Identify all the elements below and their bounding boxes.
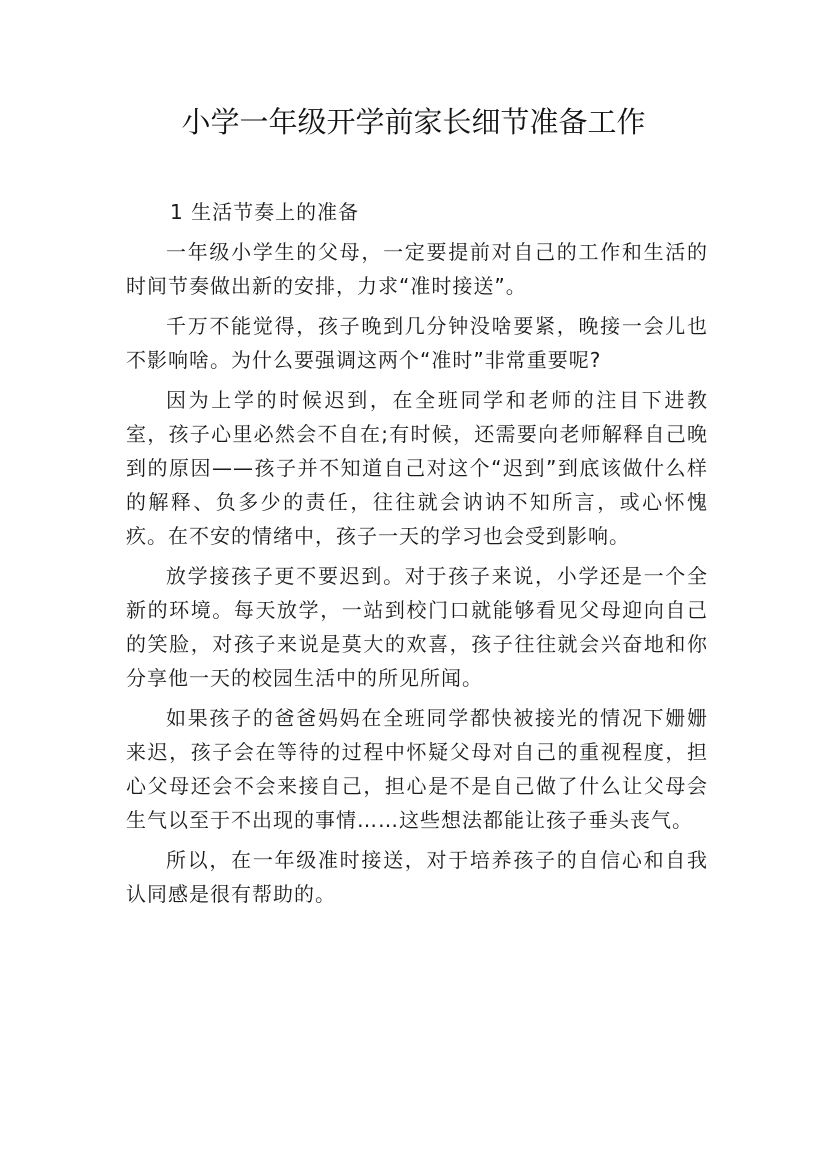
- paragraph-5: 如果孩子的爸爸妈妈在全班同学都快被接光的情况下姗姗来迟，孩子会在等待的过程中怀疑父母对自己的重视程度，担心父母还会不会来接自己，担心是不是自己做了什么让父母会生气以至于不出现的事情……这些想法都能让孩子垂头丧气。: [126, 706, 708, 832]
- document-title: 小学一年级开学前家长细节准备工作: [181, 105, 646, 139]
- paragraph-4: 放学接孩子更不要迟到。对于孩子来说，小学还是一个全新的环境。每天放学，一站到校门口就能够看见父母迎向自己的笑脸，对孩子来说是莫大的欢喜，孩子往往就会兴奋地和你分享他一天的校园生活中的所见所闻。: [126, 564, 708, 690]
- document-body: [126, 195, 708, 917]
- paragraph-2: 千万不能觉得，孩子晚到几分钟没啥要紧，晚接一会儿也不影响啥。为什么要强调这两个“准时”非常重要呢?: [126, 314, 708, 372]
- paragraph-1: 一年级小学生的父母，一定要提前对自己的工作和生活的时间节奏做出新的安排，力求“准时接送”。: [126, 240, 708, 298]
- paragraph-6: 所以，在一年级准时接送，对于培养孩子的自信心和自我认同感是很有帮助的。: [126, 848, 708, 906]
- section-heading: 1 生活节奏上的准备: [170, 200, 360, 224]
- paragraph-3: 因为上学的时候迟到，在全班同学和老师的注目下进教室，孩子心里必然会不自在;有时候，还需要向老师解释自己晚到的原因——孩子并不知道自己对这个“迟到”到底该做什么样的解释、负多少的责任，往往就会讷讷不知所言，或心怀愧疚。在不安的情绪中，孩子一天的学习也会受到影响。: [126, 388, 708, 548]
